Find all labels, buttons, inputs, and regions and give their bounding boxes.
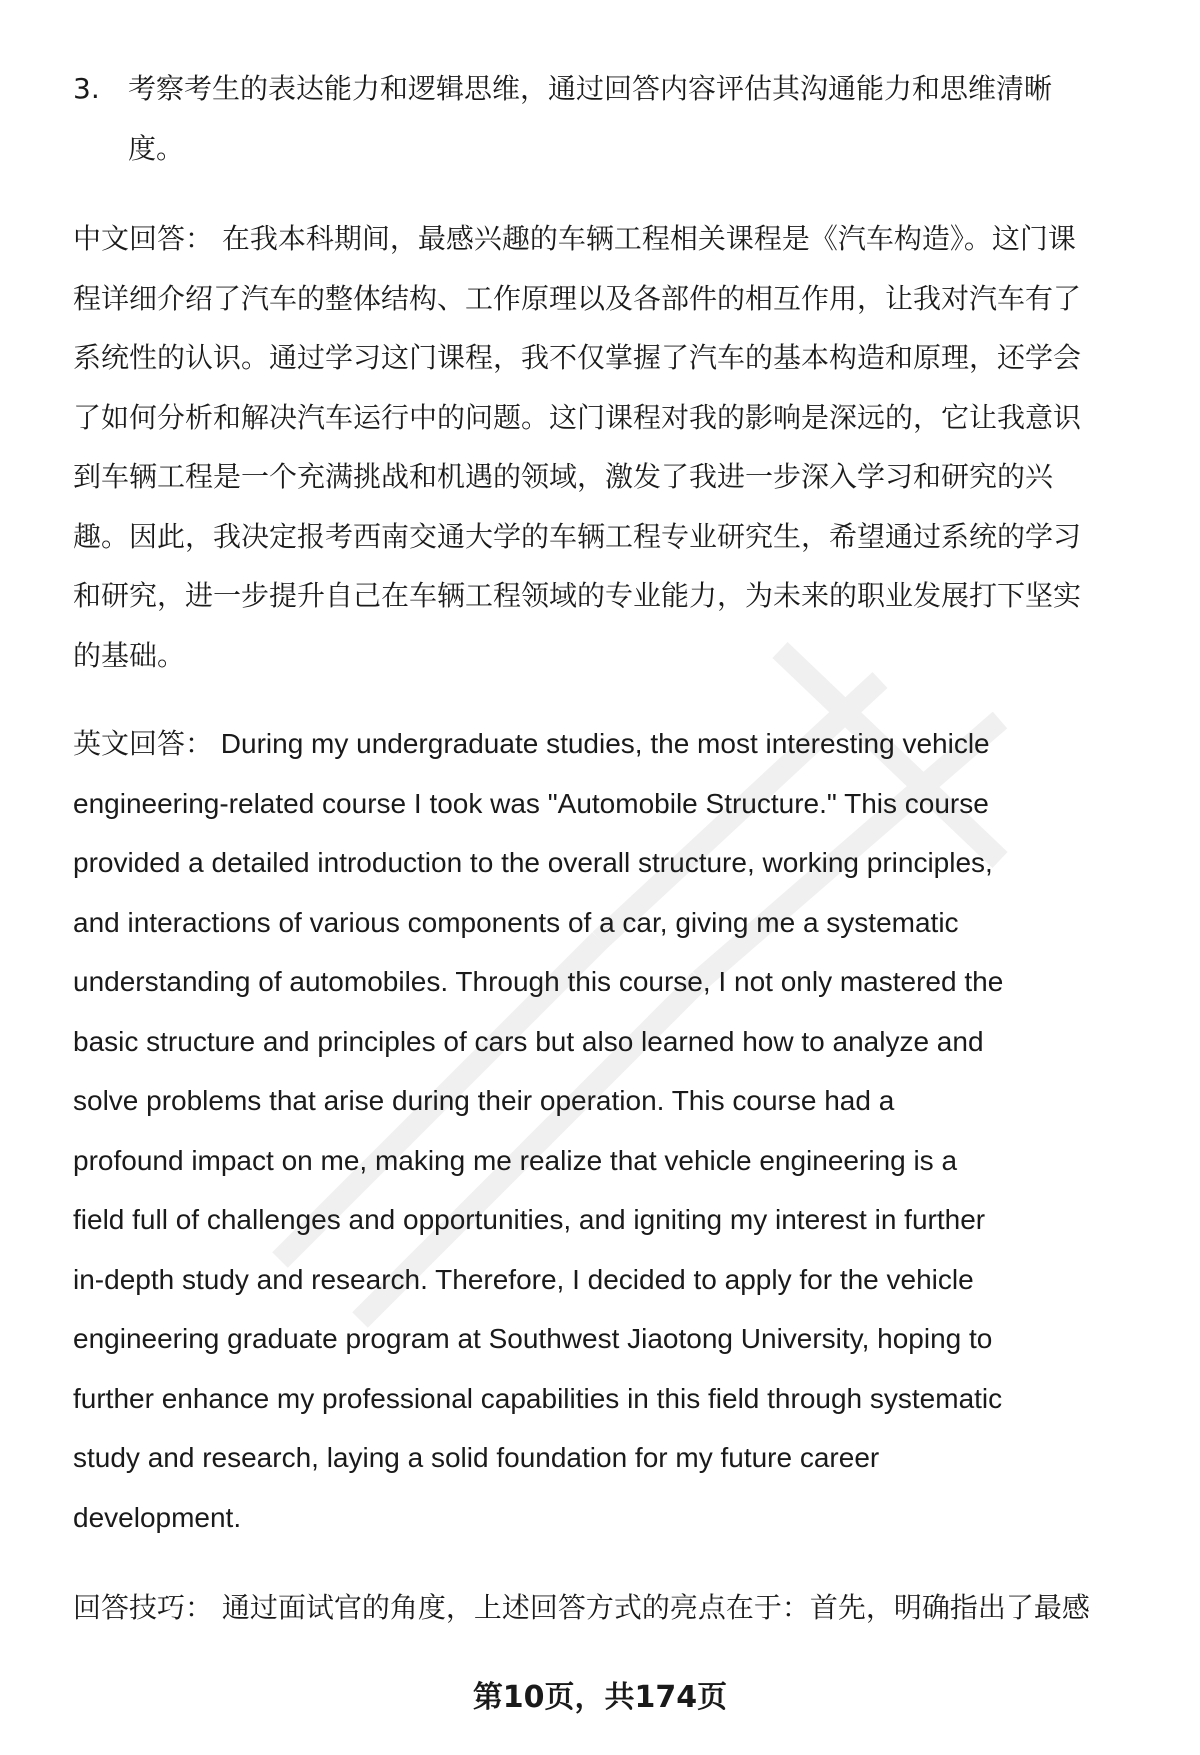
english-answer bbox=[73, 714, 1163, 1547]
paragraph-line: provided a detailed introduction to the overall structure, working principles, bbox=[73, 847, 993, 878]
item-3-line: 度。 bbox=[128, 131, 185, 165]
answer-tips bbox=[73, 1578, 1163, 1638]
paragraph-line: engineering-related course I took was "Automobile Structure." This course bbox=[73, 787, 989, 819]
paragraph-line: 程详细介绍了汽车的整体结构、工作原理以及各部件的相互作用，让我对汽车有了 bbox=[73, 281, 1082, 315]
paragraph-line: development. bbox=[73, 1501, 242, 1533]
paragraph-line: profound impact on me, making me realize that vehicle engineering is a bbox=[73, 1144, 958, 1176]
paragraph-line: 回答技巧： 通过面试官的角度，上述回答方式的亮点在于：首先，明确指出了最感 bbox=[73, 1591, 1090, 1624]
paragraph-line: 到车辆工程是一个充满挑战和机遇的领域，激发了我进一步深入学习和研究的兴 bbox=[73, 460, 1054, 493]
paragraph-line: 系统性的认识。通过学习这门课程，我不仅掌握了汽车的基本构造和原理，还学会 bbox=[73, 341, 1082, 374]
paragraph-line: field full of challenges and opportunities, and igniting my interest in further bbox=[73, 1204, 986, 1235]
paragraph-line: basic structure and principles of cars but also learned how to analyze and bbox=[73, 1025, 984, 1057]
paragraph-line: 趣。因此，我决定报考西南交通大学的车辆工程专业研究生，希望通过系统的学习 bbox=[73, 519, 1082, 553]
chinese-answer bbox=[73, 209, 1163, 685]
paragraph-line: and interactions of various components of a car, giving me a systematic bbox=[73, 906, 959, 938]
item-number: 3. bbox=[73, 72, 100, 105]
page-number: 第10页，共174页 bbox=[472, 1680, 728, 1715]
paragraph-line: understanding of automobiles. Through this course, I not only mastered the bbox=[73, 966, 1004, 997]
item-3 bbox=[73, 59, 1163, 178]
paragraph-line: study and research, laying a solid foundation for my future career bbox=[73, 1442, 880, 1473]
paragraph-line: 和研究，进一步提升自己在车辆工程领域的专业能力，为未来的职业发展打下坚实 bbox=[73, 579, 1082, 612]
paragraph-line: 中文回答： 在我本科期间，最感兴趣的车辆工程相关课程是《汽车构造》。这门课 bbox=[73, 222, 1076, 255]
paragraph-line: further enhance my professional capabilities in this field through systematic bbox=[73, 1382, 1003, 1414]
paragraph-line: engineering graduate program at Southwest Jiaotong University, hoping to bbox=[73, 1323, 993, 1354]
paragraph-line: 英文回答： During my undergraduate studies, the most interesting vehicle bbox=[73, 728, 990, 759]
paragraph-line: 了如何分析和解决汽车运行中的问题。这门课程对我的影响是深远的，它让我意识 bbox=[73, 400, 1082, 434]
paragraph-line: in-depth study and research. Therefore, I decided to apply for the vehicle bbox=[73, 1263, 974, 1295]
item-3-line bbox=[73, 59, 1163, 119]
item-text: 考察考生的表达能力和逻辑思维，通过回答内容评估其沟通能力和思维清晰 bbox=[128, 72, 1053, 105]
paragraph-line: solve problems that arise during their operation. This course had a bbox=[73, 1085, 895, 1116]
paragraph-line: 的基础。 bbox=[73, 638, 186, 672]
